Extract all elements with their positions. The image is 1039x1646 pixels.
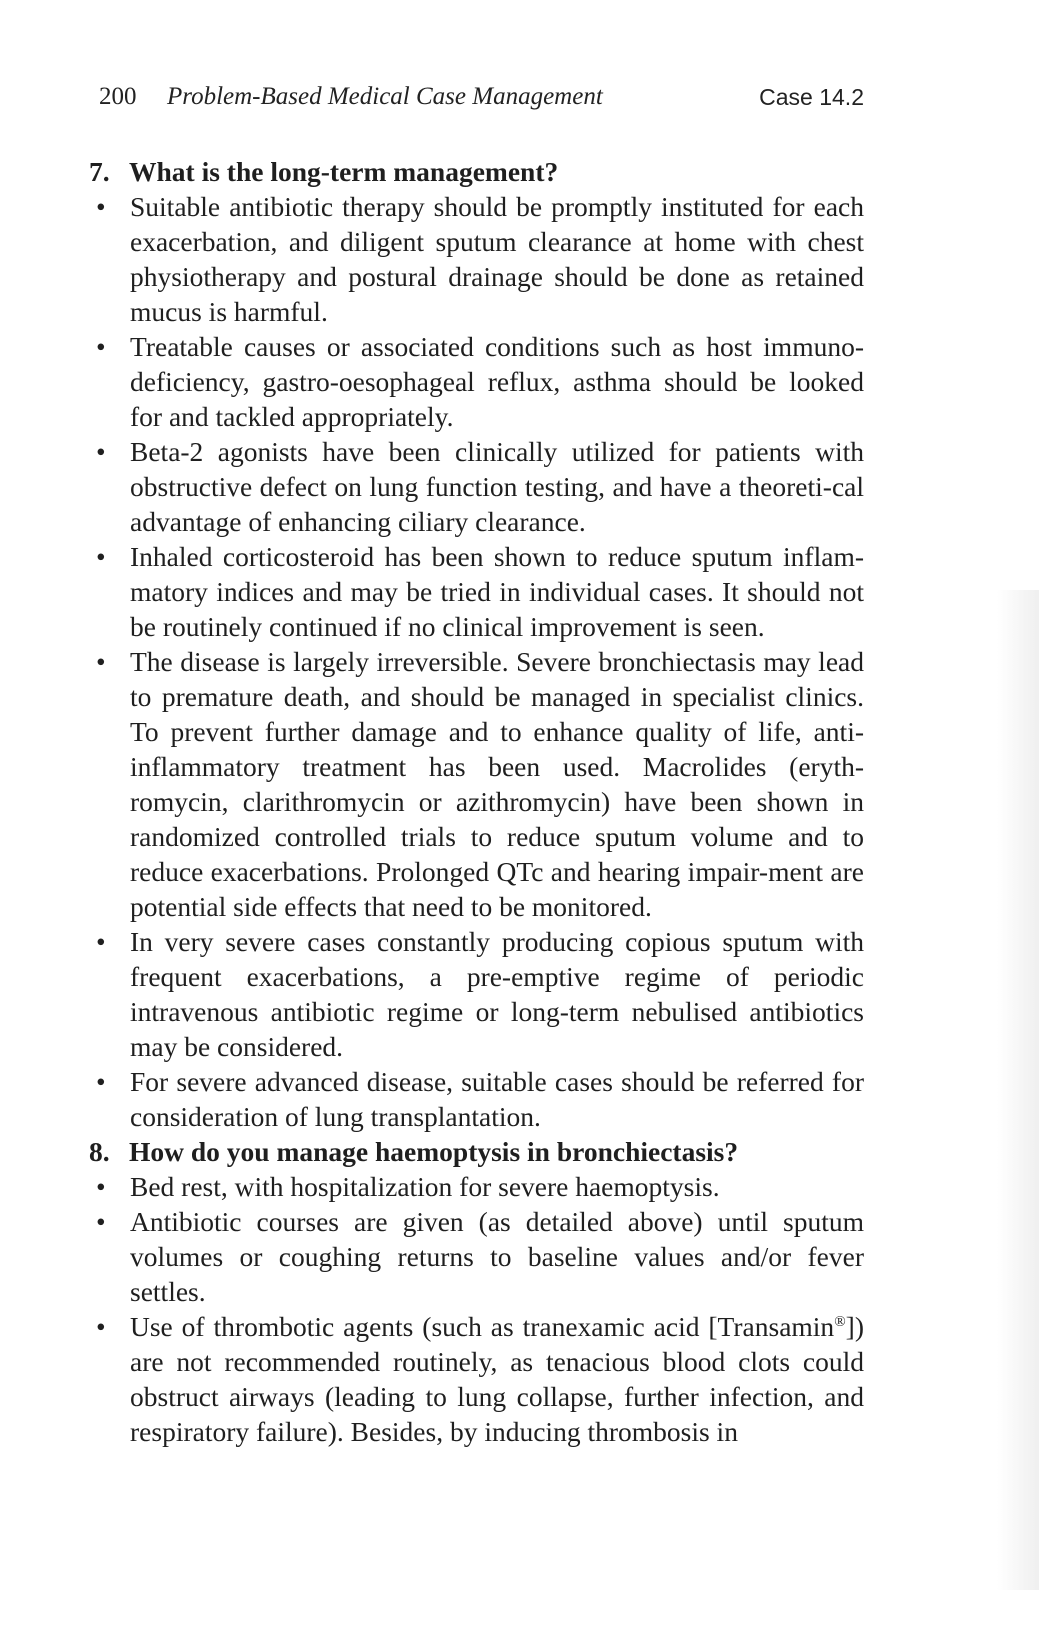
page-body — [89, 154, 864, 1449]
bullet-item: • Bed rest, with hospitalization for severe haemoptysis. — [89, 1169, 864, 1204]
running-header — [99, 80, 864, 114]
bullet-list — [89, 1169, 864, 1449]
bullet-item: • Suitable antibiotic therapy should be promptly instituted for each exacerbation, and diligent sputum clearance at home with chest physiotherapy and postural drainage should be done as retained mucus is harmful. — [89, 189, 864, 329]
section-long-term-management — [89, 154, 864, 1134]
case-label: Case 14.2 — [759, 84, 864, 110]
bullet-text-end: ]) are not recommended routinely, as tenacious blood clots could obstruct airways (leading to lung collapse, further infection, and respiratory failure). Besides, by inducing thrombosis in — [130, 1311, 864, 1447]
bullet-item: • Beta-2 agonists have been clinically utilized for patients with obstructive defect on lung function testing, and have a theoreti-cal advantage of enhancing ciliary clearance. — [89, 434, 864, 539]
section-haemoptysis-management — [89, 1134, 864, 1449]
bullet-text-start: Use of thrombotic agents (such as tranexamic acid [Transamin — [130, 1311, 835, 1342]
question-text: How do you manage haemoptysis in bronchiectasis? — [129, 1136, 739, 1167]
question-number: 7. — [89, 156, 110, 187]
scan-shadow — [899, 590, 1039, 1590]
bullet-item: • For severe advanced disease, suitable cases should be referred for consideration of lung transplantation. — [89, 1064, 864, 1134]
bullet-item: • In very severe cases constantly producing copious sputum with frequent exacerbations, a pre-emptive regime of periodic intravenous antibiotic regime or long-term nebulised antibiotics may be considered. — [89, 924, 864, 1064]
bullet-item — [89, 1309, 864, 1449]
page-number: 200 — [99, 83, 137, 110]
question-heading — [89, 1134, 864, 1169]
bullet-item: • Inhaled corticosteroid has been shown to reduce sputum inflam-matory indices and may be tried in individual cases. It should not be routinely continued if no clinical improvement is seen. — [89, 539, 864, 644]
bullet-list — [89, 189, 864, 1134]
question-heading — [89, 154, 864, 189]
question-number: 8. — [89, 1136, 110, 1167]
bullet-item: • Treatable causes or associated conditions such as host immuno-deficiency, gastro-oesophageal reflux, asthma should be looked for and tackled appropriately. — [89, 329, 864, 434]
bullet-item: • Antibiotic courses are given (as detailed above) until sputum volumes or coughing returns to baseline values and/or fever settles. — [89, 1204, 864, 1309]
book-title: Problem-Based Medical Case Management — [167, 83, 603, 110]
question-text: What is the long-term management? — [129, 156, 559, 187]
bullet-item: • The disease is largely irreversible. Severe bronchiectasis may lead to premature death, and should be managed in specialist clinics. To prevent further damage and to enhance quality of life, anti-inflammatory treatment has been used. Macrolides (eryth-romycin, clarithromycin or azithromycin) have been shown in randomized controlled trials to reduce sputum volume and to reduce exacerbations. Prolonged QTc and hearing impair-ment are potential side effects that need to be monitored. — [89, 644, 864, 924]
registered-mark: ® — [834, 1313, 846, 1330]
